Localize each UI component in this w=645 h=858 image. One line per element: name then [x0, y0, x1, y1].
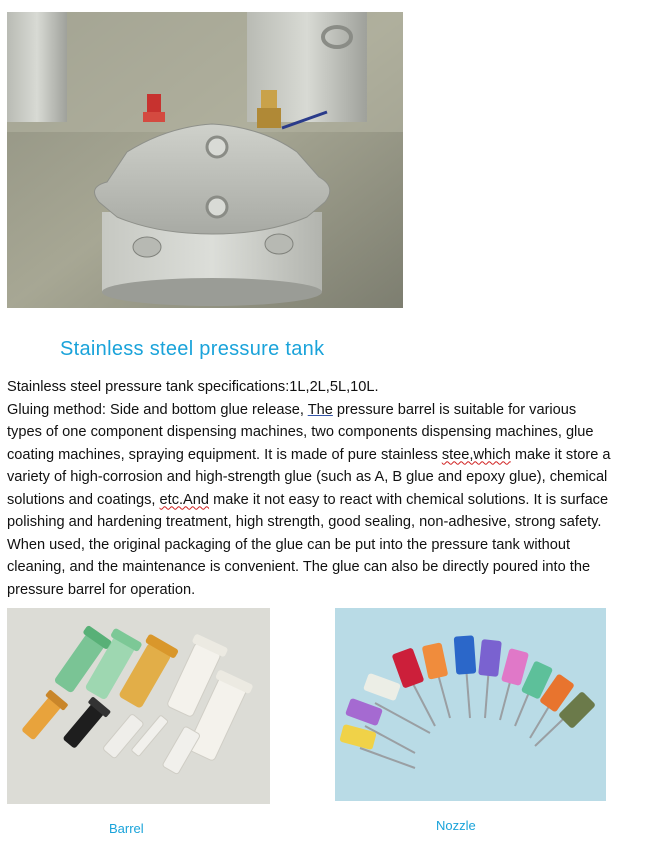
description-paragraph: Gluing method: Side and bottom glue release, The pressure barrel is suitable for various types of one component dispensing machines, two components dispensing machines, glue coating machines, spraying equipment. It is made of pure stainless stee,which make it store a variety of high-corrosion and high-strength glue (such as A, B glue and epoxy glue), chemical solutions and coatings, etc.And make it not easy to react with chemical solutions. It is surface polishing and hardening treatment, high strength, good sealing, non-adhesive, strong safety. When used, the original packaging of the glue can be put into the pressure tank without cleaning, and the maintenance is convenient. The glue can also be directly poured into the pressure barrel for operation.: [7, 401, 611, 598]
barrel-caption: Barrel: [109, 821, 144, 836]
page-title: Stainless steel pressure tank: [60, 338, 325, 360]
barrel-image: [7, 608, 270, 804]
nozzle-caption: Nozzle: [436, 818, 476, 833]
specs-line: Stainless steel pressure tank specifications:1L,2L,5L,10L.: [7, 379, 379, 395]
nozzle-image: [335, 608, 606, 801]
description-block: [7, 376, 612, 601]
pressure-tank-image: [7, 12, 403, 308]
